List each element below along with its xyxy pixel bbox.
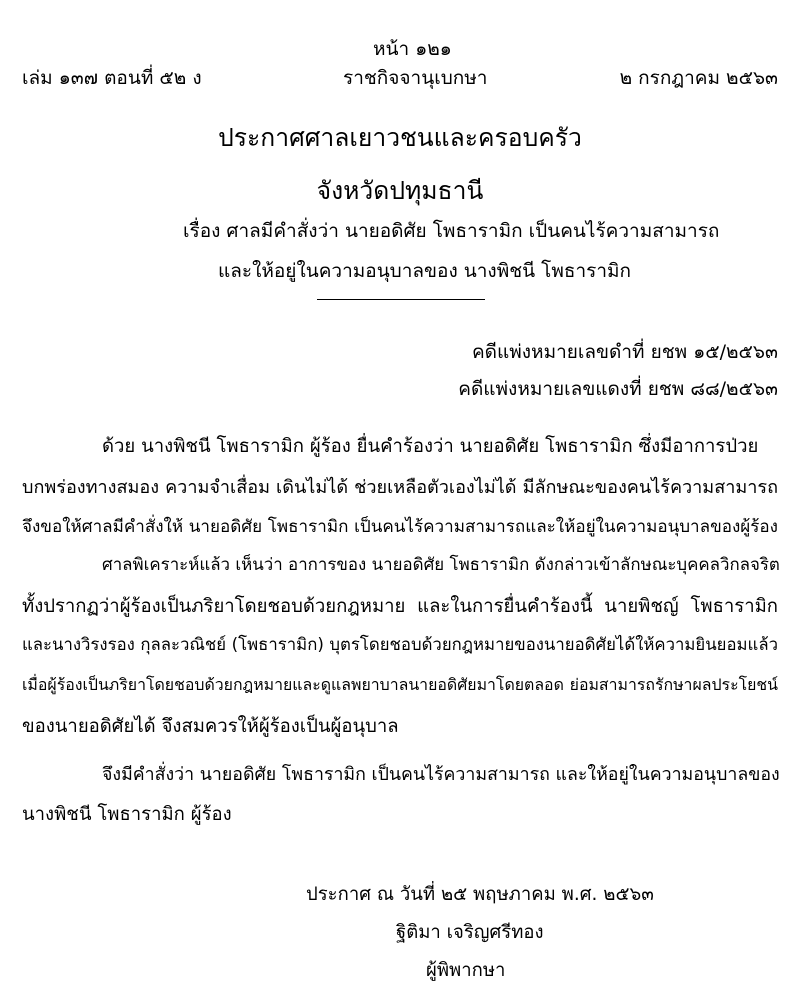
- body-p3-line-2: นางพิชนี โพธารามิก ผู้ร้อง: [22, 804, 232, 825]
- body-p2-line-1: ศาลพิเคราะห์แล้ว เห็นว่า อาการของ นายอดิศัย โพธารามิก ดังกล่าวเข้าลักษณะบุคคลวิกลจริต: [102, 554, 780, 574]
- gazette-date: ๒ กรกฎาคม ๒๕๖๓: [619, 67, 778, 89]
- subject-line-2: และให้อยู่ในความอนุบาลของ นางพิชนี โพธารามิก: [218, 260, 632, 282]
- gazette-name: ราชกิจจานุเบกษา: [343, 67, 488, 89]
- subject-line-1: เรื่อง ศาลมีคำสั่งว่า นายอดิศัย โพธารามิก เป็นคนไร้ความสามารถ: [183, 220, 720, 242]
- body-p2-line-4: เมื่อผู้ร้องเป็นภริยาโดยชอบด้วยกฎหมายและดูแลพยาบาลนายอดิศัยมาโดยตลอด ย่อมสามารถรักษาผลประโยชน์: [22, 675, 778, 694]
- announcement-title: ประกาศศาลเยาวชนและครอบครัว: [218, 123, 582, 152]
- judge-position: ผู้พิพากษา: [426, 960, 506, 981]
- volume-issue: เล่ม ๑๓๗ ตอนที่ ๕๒ ง: [22, 67, 202, 89]
- body-p1-line-1: ด้วย นางพิชนี โพธารามิก ผู้ร้อง ยื่นคำร้องว่า นายอดิศัย โพธารามิก ซึ่งมีอาการป่วย: [102, 436, 759, 457]
- page-number: หน้า ๑๒๑: [373, 38, 452, 60]
- red-case-number: คดีแพ่งหมายเลขแดงที่ ยชพ ๘๘/๒๕๖๓: [458, 378, 778, 400]
- province-title: จังหวัดปทุมธานี: [316, 176, 484, 205]
- body-p3-line-1: จึงมีคำสั่งว่า นายอดิศัย โพธารามิก เป็นคนไร้ความสามารถ และให้อยู่ในความอนุบาลของ: [102, 765, 780, 785]
- body-p2-line-3: และนางวิรงรอง กุลละวณิชย์ (โพธารามิก) บุตรโดยชอบด้วยกฎหมายของนายอดิศัยได้ให้ความยินยอมแล้ว: [22, 634, 778, 654]
- black-case-number: คดีแพ่งหมายเลขดำที่ ยชพ ๑๕/๒๕๖๓: [471, 341, 778, 363]
- body-p2-line-5: ของนายอดิศัยได้ จึงสมควรให้ผู้ร้องเป็นผู้อนุบาล: [22, 716, 399, 737]
- divider-rule: [317, 299, 485, 300]
- judge-name: ฐิติมา เจริญศรีทอง: [396, 922, 544, 943]
- body-p2-line-2: ทั้งปรากฏว่าผู้ร้องเป็นภริยาโดยชอบด้วยกฎหมาย และในการยื่นคำร้องนี้ นายพิชญ์ โพธารามิก: [22, 596, 778, 617]
- body-p1-line-3: จึงขอให้ศาลมีคำสั่งให้ นายอดิศัย โพธารามิก เป็นคนไร้ความสามารถและให้อยู่ในความอนุบาลของผู้ร้อง: [22, 517, 778, 537]
- body-p1-line-2: บกพร่องทางสมอง ความจำเสื่อม เดินไม่ได้ ช่วยเหลือตัวเองไม่ได้ มีลักษณะของคนไร้ความสามารถ: [22, 477, 778, 498]
- announcement-date: ประกาศ ณ วันที่ ๒๕ พฤษภาคม พ.ศ. ๒๕๖๓: [306, 884, 654, 905]
